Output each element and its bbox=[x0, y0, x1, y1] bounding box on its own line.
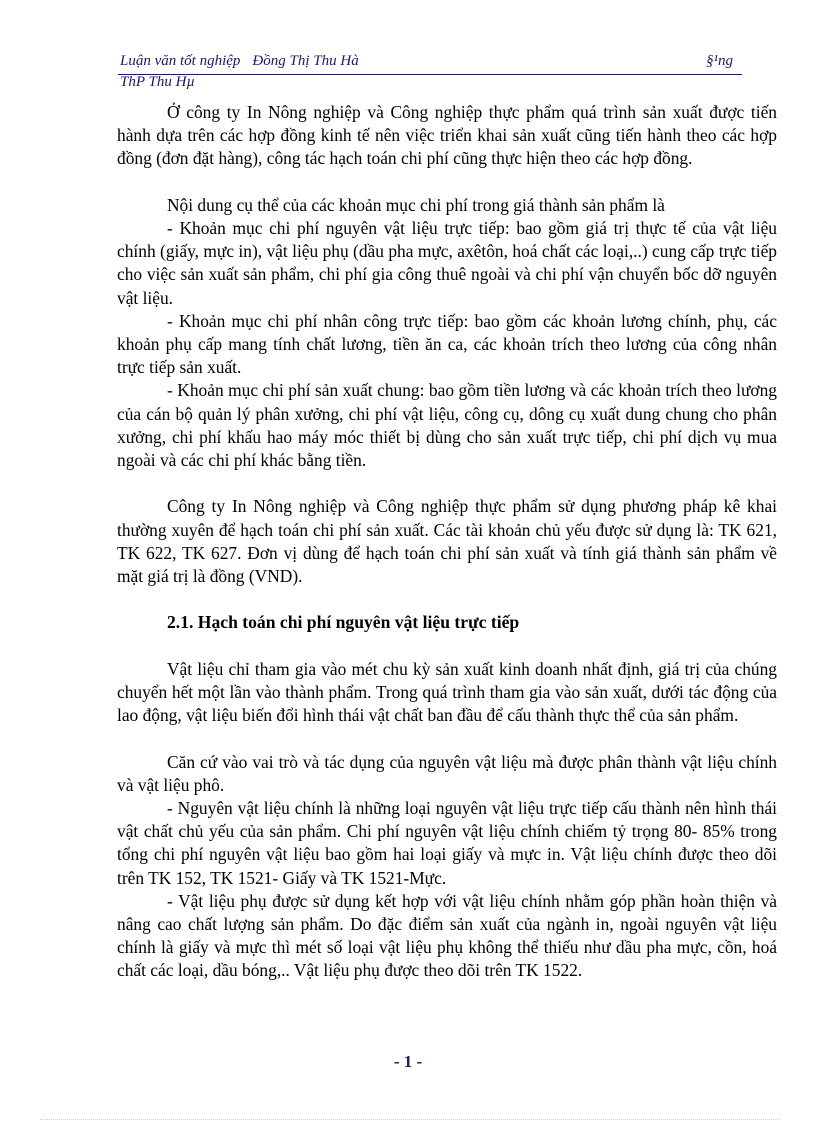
paragraph-auxiliary-materials: - Vật liệu phụ được sử dụng kết hợp với vật liệu chính nhằm góp phần hoàn thiện và nâng cao chất lượng sản phẩm. Do đặc điểm sản xuất của ngành in, ngoài nguyên vật liệu chính là giấy và mực thì mét số loại vật liệu phụ không thể thiếu như dầu pha mực, cồn, hoá chất các loại, dầu bóng,.. Vật liệu phụ được theo dõi trên TK 1522. bbox=[117, 890, 777, 981]
paragraph-direct-materials: - Khoản mục chi phí nguyên vật liệu trực tiếp: bao gồm giá trị thực tế của vật liệu chính (giấy, mực in), vật liệu phụ (dầu pha mực, axêtôn, hoá chất các loại,..) cung cấp trực tiếp cho việc sản xuất sản phẩm, chi phí gia công thuê ngoài và chi phí vận chuyển bốc dỡ nguyên vật liệu. bbox=[117, 218, 777, 308]
paragraph-overhead: - Khoản mục chi phí sản xuất chung: bao gồm tiền lương và các khoản trích theo lương của cán bộ quản lý phân xưởng, chi phí vật liệu, công cụ, dông cụ xuất dung chung cho phân xưởng, chi phí khấu hao máy móc thiết bị dùng cho sản xuất trực tiếp, chi phí dịch vụ mua ngoài và các chi phí khác bằng tiền. bbox=[117, 380, 777, 471]
thesis-title: Luận văn tốt nghiệp bbox=[120, 53, 241, 69]
paragraph-cost-items-intro: Nội dung cụ thể của các khoản mục chi phí trong giá thành sản phẩm là bbox=[167, 194, 665, 215]
paragraph-spacer bbox=[117, 727, 777, 750]
paragraph-materials-role: Vật liệu chỉ tham gia vào mét chu kỳ sản xuất kinh doanh nhất định, giá trị của chúng chuyển hết một lần vào thành phẩm. Trong quá trình tham gia vào sản xuất, dưới tác động của lao động, vật liệu biến đổi hình thái vật chất ban đầu để cấu thành thực thể của sản phẩm. bbox=[117, 658, 777, 726]
author-name: Đồng Thị Thu Hà bbox=[252, 53, 359, 69]
section-heading: 2.1. Hạch toán chi phí nguyên vật liệu trực tiếp bbox=[167, 612, 520, 633]
header-title-line bbox=[120, 53, 359, 70]
document-body bbox=[117, 101, 777, 983]
paragraph-accounting-method: Công ty In Nông nghiệp và Công nghiệp thực phẩm sử dụng phương pháp kê khai thường xuyên để hạch toán chi phí sản xuất. Các tài khoản chủ yếu được sử dụng là: TK 621, TK 622, TK 627. Đơn vị dùng để hạch toán chi phí sản xuất và tính giá thành sản phẩm về mặt giá trị là đồng (VND). bbox=[117, 496, 777, 587]
paragraph-main-materials: - Nguyên vật liệu chính là những loại nguyên vật liệu trực tiếp cấu thành nên hình thái vật chất chủ yếu của sản phẩm. Chi phí nguyên vật liệu chính chiếm tỷ trọng 80- 85% trong tổng chi phí nguyên vật liệu bao gồm hai loại giấy và mực in. Vật liệu chính được theo dõi trên TK 152, TK 1521- Giấy và TK 1521-Mực. bbox=[117, 798, 777, 888]
header-divider bbox=[118, 74, 742, 75]
page-bottom-divider bbox=[40, 1119, 780, 1120]
paragraph-spacer bbox=[117, 472, 777, 495]
paragraph-spacer bbox=[117, 635, 777, 658]
header-subtitle: ThP Thu Hµ bbox=[120, 74, 196, 90]
page-number: - 1 - bbox=[393, 1052, 423, 1071]
paragraph-materials-classification: Căn cứ vào vai trò và tác dụng của nguyên vật liệu mà được phân thành vật liệu chính và vật liệu phô. bbox=[117, 751, 777, 795]
paragraph-direct-labor: - Khoản mục chi phí nhân công trực tiếp: bao gồm các khoản lương chính, phụ, các khoản phụ cấp mang tính chất lương, tiền ăn ca, các khoản trích theo lương của công nhân trực tiếp sản xuất. bbox=[117, 310, 777, 378]
paragraph-spacer bbox=[117, 588, 777, 611]
paragraph-intro: Ở công ty In Nông nghiệp và Công nghiệp thực phẩm quá trình sản xuất được tiến hành dựa trên các hợp đồng kinh tế nên việc triển khai sản xuất cũng tiến hành theo các hợp đồng (đơn đặt hàng), công tác hạch toán chi phí cũng thực hiện theo các hợp đồng. bbox=[117, 102, 777, 169]
class-code: §¹ng bbox=[706, 53, 733, 69]
paragraph-spacer bbox=[117, 171, 777, 194]
